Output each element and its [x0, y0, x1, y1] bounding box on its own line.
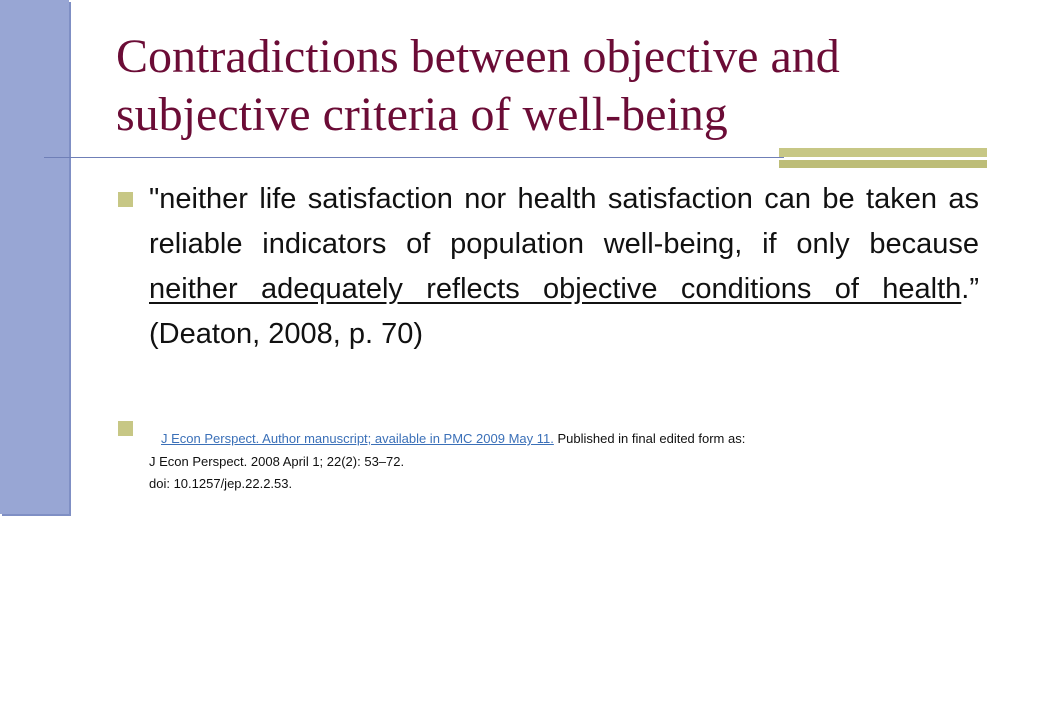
- bullet-square-icon: [118, 421, 133, 436]
- left-decorative-bar: [0, 0, 69, 514]
- citation-block: [149, 428, 969, 495]
- title-accent-bars: [779, 148, 987, 168]
- citation-doi-line: doi: 10.1257/jep.22.2.53.: [149, 476, 293, 491]
- accent-bar-bottom: [779, 160, 987, 168]
- quote-text-start: "neither life satisfaction nor health satisfaction can be taken as reliable indicators of population well-being, if only because: [149, 183, 979, 260]
- citation-published-note: Published in final edited form as:: [553, 431, 746, 446]
- quote-paragraph: [149, 177, 979, 357]
- title-divider-line: [44, 157, 784, 158]
- citation-journal-line: J Econ Perspect. 2008 April 1; 22(2): 53–72.: [149, 454, 405, 469]
- quote-underlined-text: neither adequately reflects objective conditions of health: [149, 273, 962, 305]
- quote-text-end: .” (Deaton, 2008, p. 70): [149, 273, 979, 350]
- citation-link[interactable]: J Econ Perspect. Author manuscript; available in PMC 2009 May 11.: [161, 431, 554, 446]
- slide-title: Contradictions between objective and subjective criteria of well-being: [116, 30, 840, 141]
- citation-line-1: [149, 428, 969, 450]
- accent-bar-top: [779, 148, 987, 157]
- bullet-square-icon: [118, 192, 133, 207]
